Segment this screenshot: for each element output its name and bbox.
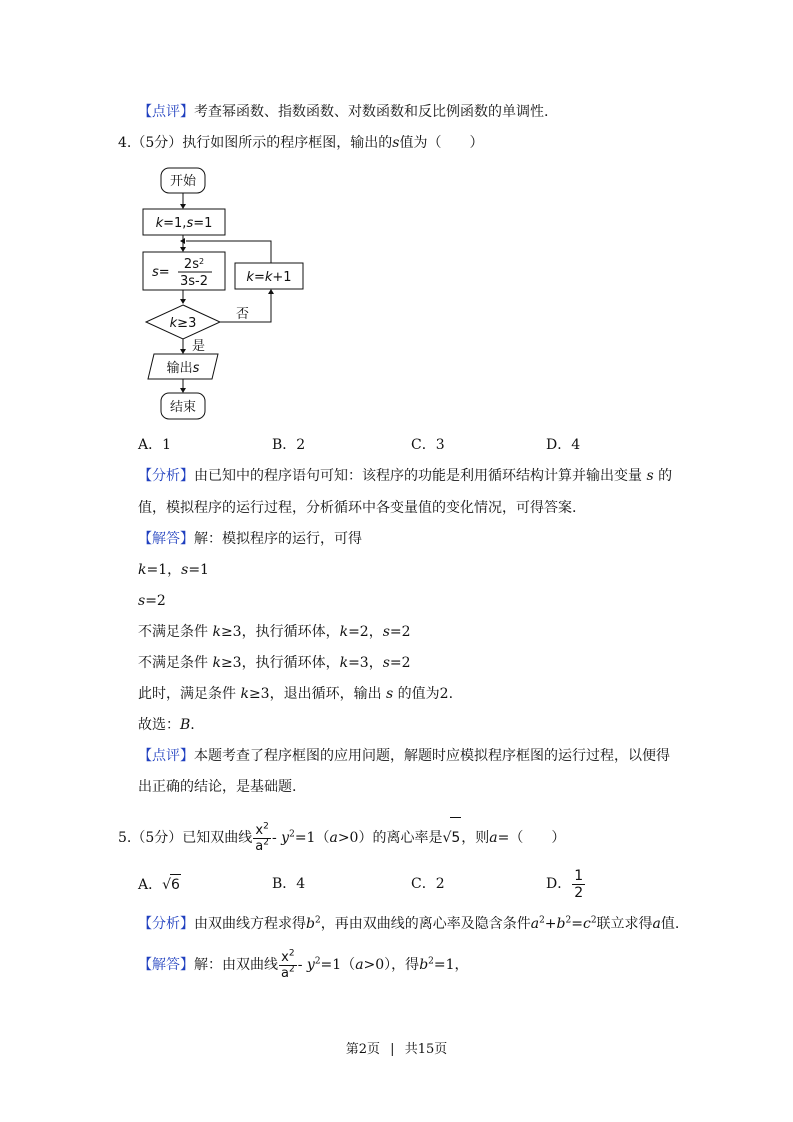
step-text: =2 [389,624,411,640]
option-label: D． [546,876,572,892]
q4-comment-line-2 [138,777,296,797]
flow-output-text [167,360,200,376]
q5-cond: >0）的离心率是 [337,830,443,846]
assign-eq: = [158,265,170,280]
option-value: 4 [296,876,306,892]
step-k: k [212,624,221,640]
frac-a-exp: 2 [288,964,295,975]
init-mid: =1, [163,216,187,231]
flowchart [140,162,310,427]
output-text: 输出 [166,361,193,376]
analysis-tag: 【分析】 [138,468,194,484]
q5-sqrt-arg: 5 [450,817,461,858]
answer-text: 解：由双曲线 [194,957,278,973]
incr-k: k [246,270,254,285]
frac-a: a [281,965,289,981]
q4-analysis-line-2 [138,498,576,518]
step-s: s [382,655,390,671]
cond-rest: ≥3 [177,316,197,331]
answer-text-4: =1， [433,957,469,973]
choice-letter: B [180,717,191,733]
q5-then: ，则 [461,830,490,846]
choice-end: . [190,717,195,733]
q5-eq: =1（ [294,830,330,846]
choice-text: 故选： [138,717,180,733]
frac-x-exp: 2 [263,821,269,832]
answer-minus: - [297,957,303,973]
frac-den [253,839,271,854]
option-label: C． [411,437,436,453]
step-text: 不满足条件 [138,624,208,640]
question-5-stem [118,817,565,858]
q4-step-1 [138,560,209,580]
answer-y: y [306,957,315,973]
eq-a: a [530,916,540,932]
option-value: 2 [296,437,306,453]
step-s: s [386,686,394,702]
frac-num: 2s [183,257,199,272]
q4-option-d [546,435,580,455]
flow-no-arrowhead [268,289,274,294]
footer-separator: | [390,1042,395,1057]
eq-c-exp: 2 [590,915,597,926]
q4-step-3 [138,622,411,642]
analysis-b: b [306,916,315,932]
answer-a: a [355,957,364,973]
answer-fraction [279,950,297,981]
q4-prefix: 4.（5分）执行如图所示的程序框图，输出的 [118,135,393,151]
frac-x-exp: 2 [288,948,295,959]
frac-a-exp: 2 [263,837,269,848]
option-label: A． [138,437,163,453]
q5-answer-line [138,945,469,985]
answer-b: b [419,957,429,973]
option-label: B． [272,876,297,892]
option-label: C． [411,876,436,892]
option-label: A． [138,877,163,893]
output-var: s [192,361,200,376]
flow-arrowhead-1 [180,204,186,209]
frac-num [279,950,297,966]
flow-arrowhead-5 [180,388,186,393]
step-text: =2 [145,593,166,609]
analysis-text-2: ，再由双曲线的离心率及隐含条件 [320,916,531,932]
cond-k: k [169,316,178,331]
flow-cond-text [170,316,197,331]
step-k: k [138,562,147,578]
incr-eq: = [253,270,265,285]
answer-tag: 【解答】 [138,531,194,547]
eq-b: b [556,916,566,932]
analysis-text: 由已知中的程序语句可知：该程序的功能是利用循环结构计算并输出变量 [194,468,642,484]
eq-c: c [582,916,591,932]
q4-step-4 [138,653,411,673]
answer-intro: 解：模拟程序的运行，可得 [194,531,362,547]
option-den: 2 [574,884,584,901]
assign-s: s [152,265,159,280]
q4-analysis-line-1 [138,466,672,486]
question-4-stem [118,133,483,153]
footer-page: 第2页 [345,1042,381,1057]
step-k: k [240,686,249,702]
flow-arrowhead-4 [180,349,186,354]
step-text: 不满足条件 [138,655,208,671]
frac-x: x [281,949,289,965]
q5-option-c [411,874,445,894]
incr-k2: k [264,270,273,285]
step-text: =2， [348,624,383,640]
option-num: 1 [574,867,584,884]
step-text: =2 [389,655,411,671]
flow-arrowhead-2 [180,247,186,252]
option-label: D． [546,437,572,453]
option-label: B． [272,437,297,453]
q4-option-c [411,435,445,455]
q4-option-a [138,435,171,455]
prev-comment-line [138,102,548,122]
q5-minus: - [271,830,277,846]
init-s: s [186,216,194,231]
flow-arrowhead-3 [180,299,186,304]
step-k: k [212,655,221,671]
q5-sqrt: √5 [442,830,461,846]
option-value: 3 [435,437,445,453]
comment-text: 本题考查了程序框图的应用问题，解题时应模拟程序框图的运行过程，以便得 [194,748,670,764]
analysis-a: a [652,916,661,932]
q5-option-b [272,874,305,894]
step-text: ≥3，执行循环体， [220,655,340,671]
comment-tag: 【点评】 [138,748,194,764]
step-s: s [181,562,189,578]
q5-y-exp: 2 [289,829,295,840]
comment-text: 出正确的结论，是基础题. [138,779,297,795]
q5-prefix: 5.（5分）已知双曲线 [118,830,253,846]
flow-end-text: 结束 [169,400,197,415]
q5-analysis-line: 【分析】由双曲线方程求得$b^2$，再由双曲线的离心率及隐含条件$a^2+b^2=c^2$联立求得a值. [138,915,680,932]
flow-start-text: 开始 [169,174,197,189]
footer-total: 共15页 [404,1042,448,1057]
answer-text-3: >0），得 [363,957,420,973]
step-text: =1， [146,562,182,578]
option-sqrt: √6 [162,877,181,893]
step-s: s [382,624,390,640]
analysis-var: s [646,468,654,484]
step-text: =1 [188,562,209,578]
q4-step-2 [138,591,166,611]
step-text: 此时，满足条件 [138,686,236,702]
incr-end: +1 [272,270,292,285]
analysis-text: 由双曲线方程求得 [194,916,306,932]
q4-step-5 [138,684,453,704]
eq-a-exp: 2 [539,915,545,926]
flow-frac-den: 3s-2 [179,274,209,289]
frac-num [253,823,271,839]
q5-fraction [253,823,271,854]
option-fraction [572,868,585,901]
flow-init-text [156,216,213,231]
analysis-text-3: 联立求得 [596,916,653,932]
page-footer [0,1038,793,1057]
init-k: k [155,216,164,231]
answer-y-exp: 2 [314,956,321,967]
q4-comment-line-1 [138,746,670,766]
frac-den [279,966,297,981]
q5-option-a [138,874,181,895]
analysis-text-4: 值. [660,916,680,932]
comment-text: 考查幂函数、指数函数、对数函数和反比例函数的单调性. [194,104,549,120]
step-s: s [138,593,146,609]
analysis-text-3: 值，模拟程序的运行过程，分析循环中各变量值的变化情况，可得答案. [138,500,577,516]
frac-num-exp: 2 [198,257,205,266]
q4-choice [138,715,195,735]
q5-end: =（ ） [497,830,566,846]
analysis-tag: 【分析】 [138,916,194,932]
option-value: 1 [162,437,172,453]
q5-a: a [329,830,338,846]
option-value: 4 [571,437,581,453]
frac-a: a [255,838,264,854]
q5-y: y [281,830,290,846]
q4-var: s [392,135,400,151]
analysis-exp: 2 [314,915,321,926]
answer-tag: 【解答】 [138,957,194,973]
q5-option-d [546,866,586,902]
option-value: 2 [435,876,445,892]
frac-x: x [255,822,264,838]
flow-yes-label: 是 [192,339,206,354]
answer-b-exp: 2 [428,956,434,967]
answer-text-2: =1（ [320,957,356,973]
flow-incr-text [246,270,291,285]
q4-option-b [272,435,305,455]
flow-no-label: 否 [236,307,250,322]
eq-b-exp: 2 [565,915,572,926]
step-text: ≥3，退出循环，输出 [248,686,382,702]
step-text: ≥3，执行循环体， [220,624,340,640]
step-text: 的值为2. [397,686,454,702]
q4-suffix: 值为（ ） [399,135,484,151]
analysis-text-2: 的 [658,468,673,484]
flow-assign-lhs [152,265,170,280]
step-text: =3， [348,655,383,671]
init-end: =1 [193,216,213,231]
q4-answer-line [138,529,362,549]
option-value: 6 [170,874,181,895]
q5-a2: a [489,830,498,846]
step-k: k [339,655,349,671]
step-k: k [339,624,349,640]
comment-tag: 【点评】 [138,104,194,120]
